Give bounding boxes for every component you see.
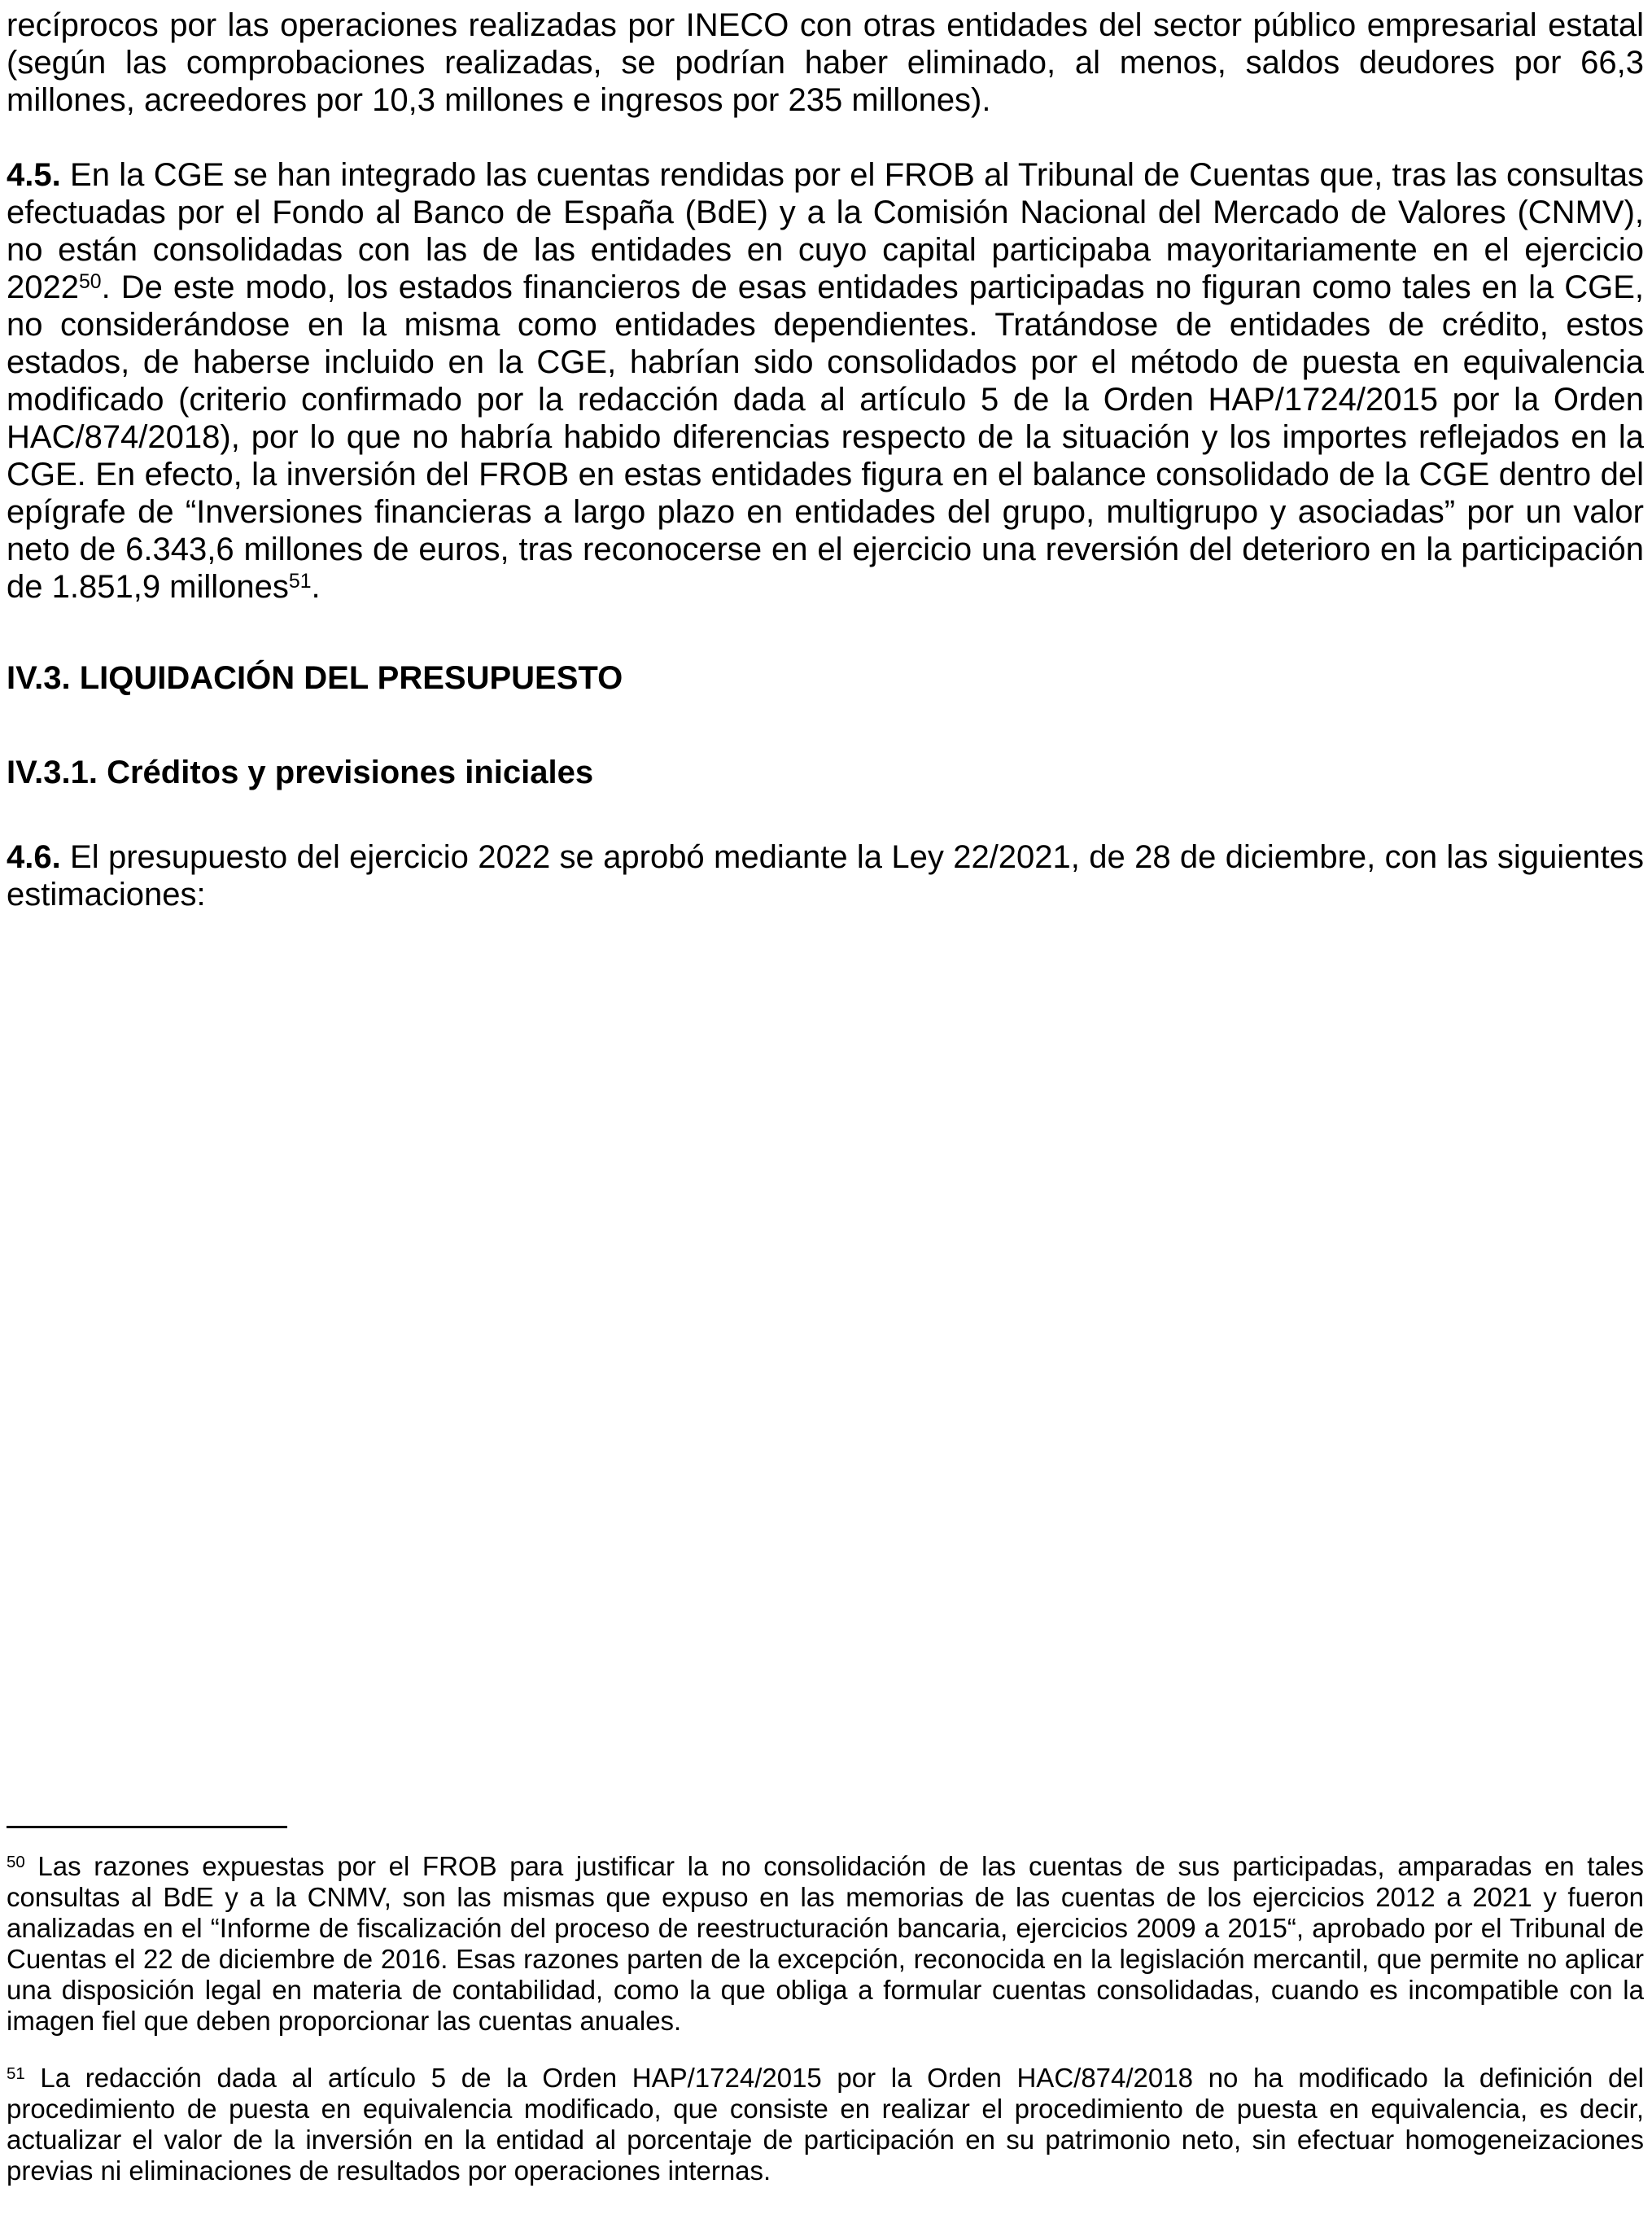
footnote-separator-rule <box>7 1826 287 1828</box>
paragraph-text: El presupuesto del ejercicio 2022 se aprobó mediante la Ley 22/2021, de 28 de diciembre, con las siguientes estimaciones: <box>7 839 1644 912</box>
paragraph-text: . <box>311 569 321 605</box>
footnote-reference-50: 50 <box>78 270 102 293</box>
subsection-heading-iv31: IV.3.1. Créditos y previsiones iniciales <box>7 755 594 790</box>
footnote-text: La redacción dada al artículo 5 de la Orden HAP/1724/2015 por la Orden HAC/874/2018 no ha modificado la definición del procedimiento de puesta en equivalencia modificado, que consiste en realizar el procedimiento de puesta en equivalencia, es decir, actualizar el valor de la inversión en la entidad al porcentaje de participación en su patrimonio neto, sin efectuar homogeneizaciones previas ni eliminaciones de resultados por operaciones internas. <box>7 2063 1644 2186</box>
main-text-block <box>7 7 1644 913</box>
paragraph-4-5 <box>7 156 1644 606</box>
paragraph-text: En la CGE se han integrado las cuentas rendidas por el FROB al Tribunal de Cuentas que, tras las consultas efectuadas por el Fondo al Banco de España (BdE) y a la Comisión Nacional del Mercado de Valores (CNMV), no están consolidadas con las de las entidades en cuyo capital participaba mayoritariamente en el ejercicio 2022 <box>7 157 1644 305</box>
paragraph-text: . De este modo, los estados financieros de esas entidades participadas no figuran como tales en la CGE, no considerándose en la misma como entidades dependientes. Tratándose de entidades de crédito, estos estados, de haberse incluido en la CGE, habrían sido consolidados por el método de puesta en equivalencia modificado (criterio confirmado por la redacción dada al artículo 5 de la Orden HAP/1724/2015 por la Orden HAC/874/2018), por lo que no habría habido diferencias respecto de la situación y los importes reflejados en la CGE. En efecto, la inversión del FROB en estas entidades figura en el balance consolidado de la CGE dentro del epígrafe de “Inversiones financieras a largo plazo en entidades del grupo, multigrupo y asociadas” por un valor neto de 6.343,6 millones de euros, tras reconocerse en el ejercicio una reversión del deterioro en la participación de 1.851,9 millones <box>7 269 1644 605</box>
paragraph-continuation <box>7 7 1644 119</box>
paragraph-text: recíprocos por las operaciones realizadas por INECO con otras entidades del sector público empresarial estatal (según las comprobaciones realizadas, se podrían haber eliminado, al menos, saldos deudores por 66,3 millones, acreedores por 10,3 millones e ingresos por 235 millones). <box>7 7 1644 118</box>
footnote-50 <box>7 1851 1644 2037</box>
section-heading-iv3: IV.3. LIQUIDACIÓN DEL PRESUPUESTO <box>7 660 623 696</box>
paragraph-4-6 <box>7 838 1644 913</box>
footnote-number: 50 <box>7 1852 25 1871</box>
footnote-text: Las razones expuestas por el FROB para justificar la no consolidación de las cuentas de sus participadas, amparadas en tales consultas al BdE y a la CNMV, son las mismas que expuso en las memorias de las cuentas de los ejercicios 2012 a 2021 y fueron analizadas en el “Informe de fiscalización del proceso de reestructuración bancaria, ejercicios 2009 a 2015“, aprobado por el Tribunal de Cuentas el 22 de diciembre de 2016. Esas razones parten de la excepción, reconocida en la legislación mercantil, que permite no aplicar una disposición legal en materia de contabilidad, como la que obliga a formular cuentas consolidadas, cuando es incompatible con la imagen fiel que deben proporcionar las cuentas anuales. <box>7 1851 1644 2036</box>
footnote-number: 51 <box>7 2064 25 2083</box>
paragraph-number: 4.6. <box>7 839 61 875</box>
footnotes-section <box>7 1826 1644 2186</box>
paragraph-number: 4.5. <box>7 157 61 193</box>
footnote-reference-51: 51 <box>288 570 312 593</box>
footnote-51 <box>7 2063 1644 2186</box>
